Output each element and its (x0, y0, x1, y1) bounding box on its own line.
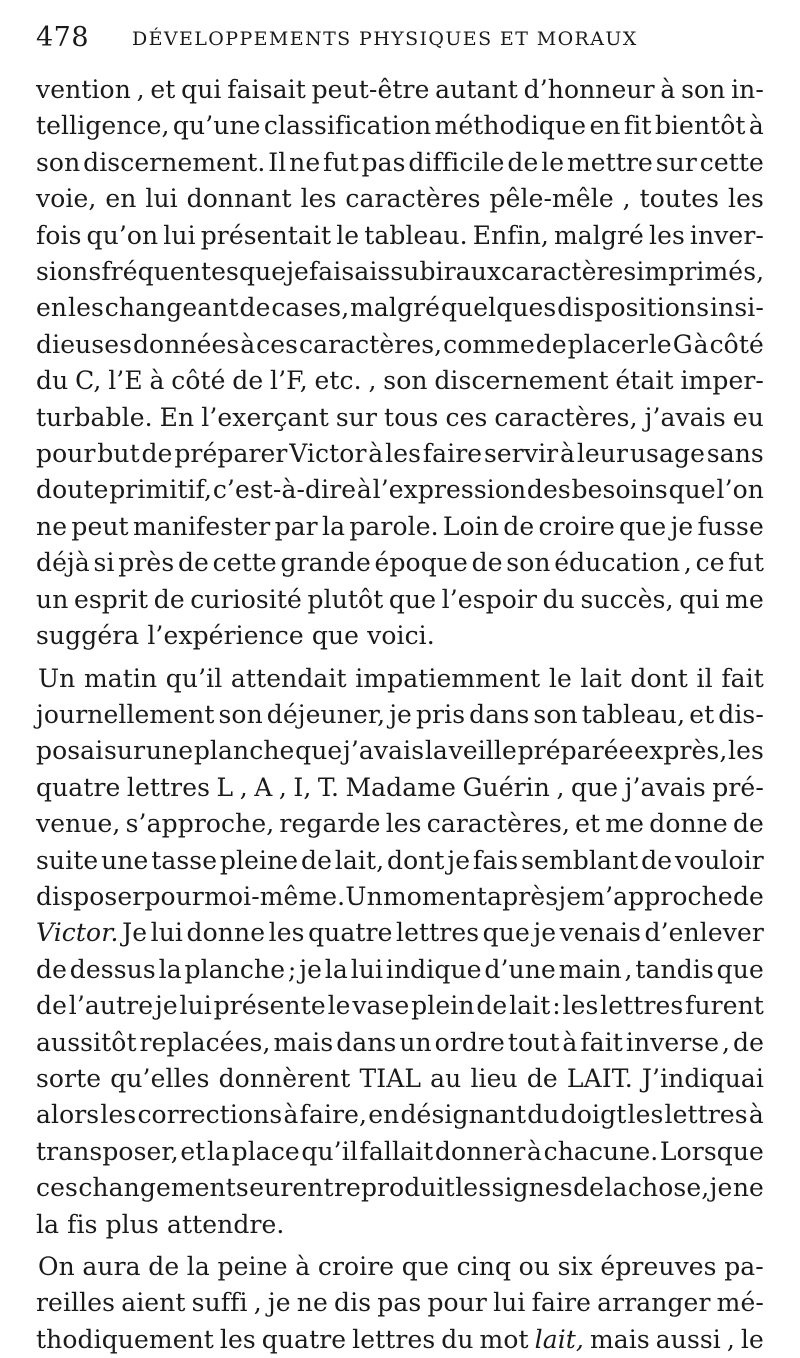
text-line: voie, en lui donnant les caractères pêle-mêle , toutes les (36, 184, 764, 214)
paragraph-2 (36, 661, 764, 1244)
text-line: vention , et qui faisait peut-être autant d’honneur à son in- (36, 75, 764, 104)
text-line: dieuses données à ces caractères, comme de placer le G à côté (36, 329, 764, 359)
text-line: disposer pour moi-même. Un moment après je m’approche de (36, 881, 764, 911)
text-line: turbable. En l’exerçant sur tous ces caractères, j’avais eu (36, 402, 764, 432)
text-line: ne peut manifester par la parole. Loin de croire que je fusse (36, 511, 764, 541)
text-line: suggéra l’expérience que voici. (36, 621, 435, 651)
text-line: telligence, qu’une classification méthodique en fit bientôt à (36, 111, 764, 141)
text-line: sorte qu’elles donnèrent TIAL au lieu de LAIT. J’indiquai (36, 1063, 764, 1093)
body-text (36, 72, 764, 1358)
text-line: en les changeant de cases, malgré quelques dispositions insi- (36, 293, 764, 323)
text-line: Victor. Je lui donne les quatre lettres que je venais d’enlever (36, 918, 764, 948)
paragraph-3 (36, 1249, 764, 1358)
text-line: venue, s’approche, regarde les caractères, et me donne de (36, 809, 764, 839)
text-line: On aura de la peine à croire que cinq ou six épreuves pa- (38, 1252, 764, 1281)
text-line: transposer, et la place qu’il fallait donner à chacune. Lorsque (36, 1136, 764, 1166)
text-line: de l’autre je lui présente le vase plein de lait : les lettres furent (36, 991, 764, 1021)
text-line: sions fréquentes que je faisais subir aux caractères imprimés, (36, 257, 765, 287)
running-head: DÉVELOPPEMENTS PHYSIQUES ET MORAUX (132, 28, 638, 50)
text-line: alors les corrections à faire, en désignant du doigt les lettres à (36, 1100, 764, 1130)
text-line: suite une tasse pleine de lait, dont je fais semblant de vouloir (36, 845, 764, 875)
text-line: de dessus la planche ; je la lui indique d’une main , tandis que (36, 954, 764, 984)
text-line: posai sur une planche que j’avais la veille préparée exprès, les (36, 736, 764, 766)
text-line: déjà si près de cette grande époque de son éducation , ce fut (36, 548, 764, 578)
page-number: 478 (36, 22, 90, 53)
text-line: thodiquement les quatre lettres du mot lait, mais aussi , le (36, 1324, 764, 1354)
text-line: ces changements eurent reproduit les signes de la chose, je ne (36, 1173, 764, 1203)
text-line: la fis plus attendre. (36, 1209, 285, 1239)
text-line: du C, l’E à côté de l’F, etc. , son discernement était imper- (36, 366, 764, 396)
text-line: journellement son déjeuner, je pris dans son tableau, et dis- (36, 699, 764, 729)
text-line: quatre lettres L , A , I, T. Madame Guérin , que j’avais pré- (36, 772, 764, 802)
paragraph-1 (36, 72, 764, 655)
text-line: doute primitif, c’est-à-dire à l’expression des besoins que l’on (36, 475, 764, 505)
text-line: aussitôt replacées, mais dans un ordre tout à fait inverse , de (36, 1027, 764, 1057)
text-line: fois qu’on lui présentait le tableau. Enfin, malgré les inver- (36, 220, 764, 250)
text-line: son discernement. Il ne fut pas difficile de le mettre sur cette (36, 147, 764, 177)
text-line: reilles aient suffi , je ne dis pas pour lui faire arranger mé- (36, 1288, 764, 1318)
text-line: Un matin qu’il attendait impatiemment le lait dont il fait (38, 663, 764, 693)
text-line: pour but de préparer Victor à les faire servir à leur usage sans (36, 439, 764, 469)
page-header (36, 22, 764, 58)
text-line: un esprit de curiosité plutôt que l’espoir du succès, qui me (36, 584, 764, 614)
